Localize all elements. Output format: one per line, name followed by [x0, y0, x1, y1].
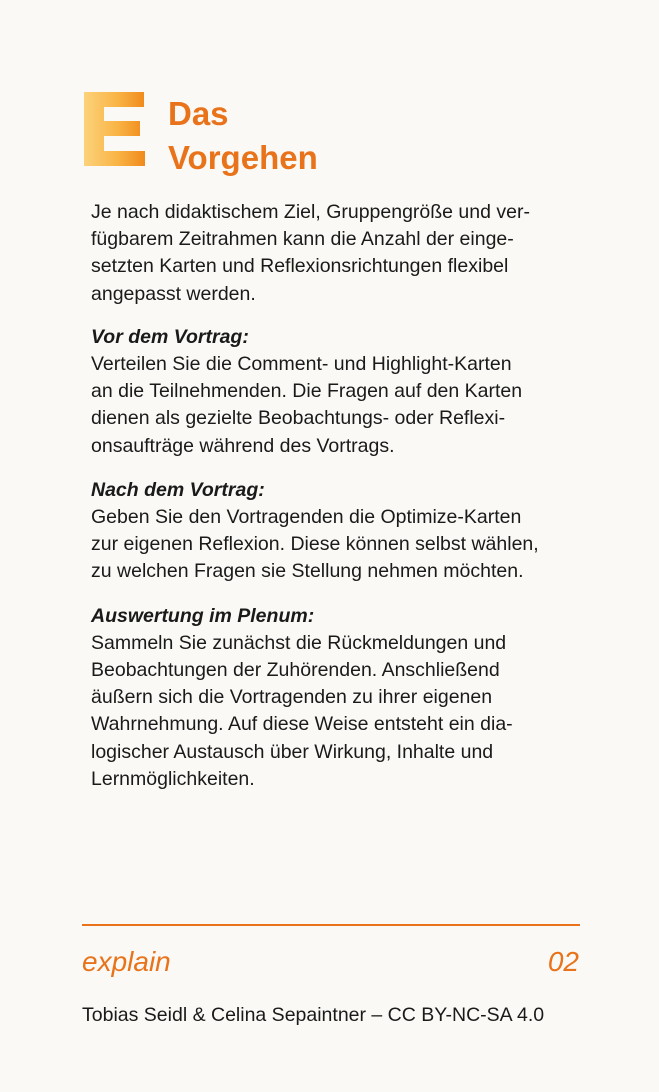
section-line: dienen als gezielte Beobachtungs- oder Reflexi- [91, 407, 506, 430]
section-line: zu welchen Fragen sie Stellung nehmen möchten. [91, 560, 524, 583]
section-line: äußern sich die Vortragenden zu ihrer eigenen [91, 686, 493, 709]
title-line-1: Das [168, 95, 229, 132]
section-line: Verteilen Sie die Comment- und Highlight-Karten [91, 353, 512, 376]
footer-category-label: explain [82, 946, 171, 977]
section-line: an die Teilnehmenden. Die Fragen auf den Karten [91, 380, 523, 403]
section-line: Lernmöglichkeiten. [91, 767, 255, 790]
section-heading: Vor dem Vortrag: [91, 325, 249, 348]
section-line: zur eigenen Reflexion. Diese können selbst wählen, [91, 533, 539, 556]
section-line: onsaufträge während des Vortrags. [91, 434, 395, 457]
footer-page-number: 02 [547, 946, 579, 977]
content-body [91, 199, 591, 810]
page-title [168, 92, 318, 180]
section-line: logischer Austausch über Wirkung, Inhalte und [91, 740, 494, 763]
card-header [84, 92, 318, 180]
letter-e-logo-icon [84, 92, 146, 166]
section-after-talk [91, 477, 591, 586]
section-line: Beobachtungen der Zuhörenden. Anschließend [91, 659, 500, 682]
section-before-talk [91, 324, 591, 460]
footer-divider [82, 924, 580, 926]
footer-credits: Tobias Seidl & Celina Sepaintner – CC BY-NC-SA 4.0 [82, 1004, 545, 1026]
section-plenum-evaluation [91, 603, 591, 793]
intro-paragraph [91, 199, 591, 308]
intro-line: setzten Karten und Reflexionsrichtungen flexibel [91, 255, 509, 278]
intro-line: Je nach didaktischem Ziel, Gruppengröße und ver- [91, 201, 530, 223]
section-heading: Nach dem Vortrag: [91, 478, 265, 501]
intro-line: fügbarem Zeitrahmen kann die Anzahl der einge- [91, 228, 514, 251]
section-line: Sammeln Sie zunächst die Rückmeldungen und [91, 631, 507, 654]
title-line-2: Vorgehen [168, 139, 318, 176]
section-heading: Auswertung im Plenum: [91, 604, 315, 627]
section-line: Geben Sie den Vortragenden die Optimize-Karten [91, 506, 522, 529]
section-line: Wahrnehmung. Auf diese Weise entsteht ein dia- [91, 713, 513, 736]
intro-line: angepasst werden. [91, 282, 256, 305]
